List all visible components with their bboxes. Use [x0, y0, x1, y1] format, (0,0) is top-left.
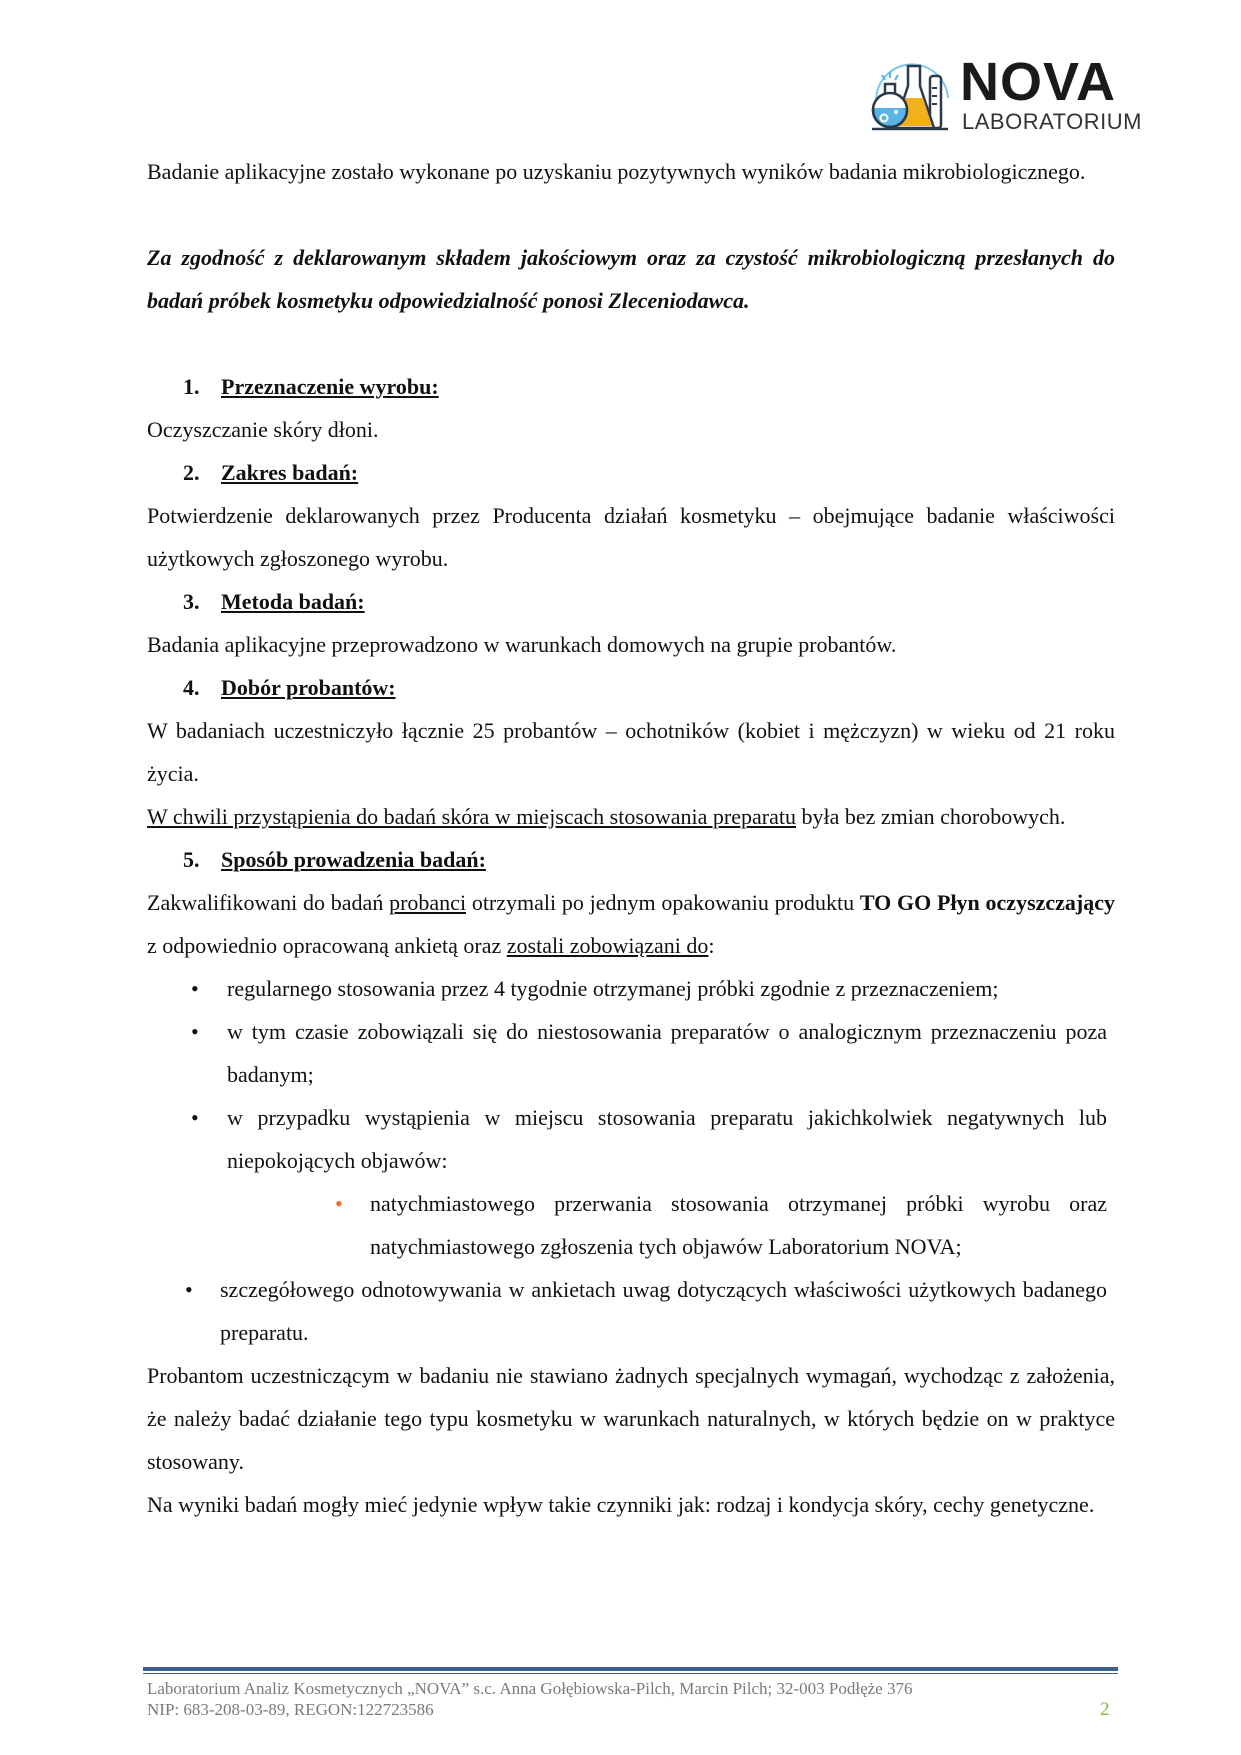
section-title: Przeznaczenie wyrobu:: [221, 374, 439, 399]
section-heading-5: [147, 838, 1115, 881]
bullet-icon: •: [191, 1019, 199, 1044]
section-heading-2: [147, 451, 1115, 494]
disclaimer-paragraph: Za zgodność z deklarowanym składem jakościowym oraz za czystość mikrobiologiczną przesłanych do badań próbek kosmetyku odpowiedzialność ponosi Zleceniodawca.: [147, 245, 1115, 313]
logo-title: NOVA: [960, 52, 1117, 112]
section-number: 2.: [183, 460, 200, 485]
footer-divider: [143, 1667, 1118, 1674]
section-title: Dobór probantów:: [221, 675, 396, 700]
footer-registration-line: NIP: 683-208-03-89, REGON:122723586: [147, 1700, 434, 1719]
page-number: 2: [1100, 1699, 1110, 1720]
list-item: • regularnego stosowania przez 4 tygodnie otrzymanej próbki zgodnie z przeznaczeniem;: [147, 967, 1115, 1010]
section-number: 3.: [183, 589, 200, 614]
logo-subtitle: LABORATORIUM: [962, 109, 1142, 134]
section-body: Badania aplikacyjne przeprowadzono w warunkach domowych na grupie probantów.: [147, 632, 897, 657]
section-heading-3: [147, 580, 1115, 623]
bullet-icon: •: [185, 1277, 193, 1302]
section-number: 1.: [183, 374, 200, 399]
closing-paragraph-1: Probantom uczestniczącym w badaniu nie stawiano żadnych specjalnych wymagań, wychodząc z założenia, że należy badać działanie tego typu kosmetyku w warunkach naturalnych, w których będzie on w praktyce stosowany.: [147, 1363, 1115, 1474]
list-item: • w tym czasie zobowiązali się do niestosowania preparatów o analogicznym przeznaczeniu poza badanym;: [147, 1010, 1115, 1096]
nova-logo: [868, 52, 1142, 138]
section-number: 4.: [183, 675, 200, 700]
section-heading-4: [147, 666, 1115, 709]
intro-paragraph: Badanie aplikacyjne zostało wykonane po uzyskaniu pozytywnych wyników badania mikrobiologicznego.: [147, 159, 1086, 184]
lab-flasks-icon: [868, 52, 954, 138]
bullet-icon: •: [191, 976, 199, 1001]
orange-bullet-icon: •: [335, 1191, 343, 1216]
closing-paragraph-2: Na wyniki badań mogły mieć jedynie wpływ takie czynniki jak: rodzaj i kondycja skóry, cechy genetyczne.: [147, 1492, 1095, 1517]
footer-company-line: Laboratorium Analiz Kosmetycznych „NOVA” s.c. Anna Gołębiowska-Pilch, Marcin Pilch; 32-003 Podłęże 376: [147, 1679, 913, 1698]
sub-list-item: • natychmiastowego przerwania stosowania otrzymanej próbki wyrobu oraz natychmiastowego zgłoszenia tych objawów Laboratorium NOVA;: [147, 1182, 1115, 1268]
obligations-list: [147, 967, 1115, 1354]
product-name: TO GO Płyn oczyszczający: [859, 890, 1116, 915]
procedure-lead-paragraph: Zakwalifikowani do badań probanci otrzymali po jednym opakowaniu produktu TO GO Płyn oczyszczający z odpowiednio opracowaną ankietą oraz zostali zobowiązani do:: [147, 890, 1116, 958]
skin-condition-paragraph: W chwili przystąpienia do badań skóra w miejscach stosowania preparatu była bez zmian chorobowych.: [147, 804, 1066, 829]
bullet-icon: •: [191, 1105, 199, 1130]
list-item: • szczegółowego odnotowywania w ankietach uwag dotyczących właściwości użytkowych badanego preparatu.: [147, 1268, 1115, 1354]
section-title: Zakres badań:: [221, 460, 359, 485]
section-body: Oczyszczanie skóry dłoni.: [147, 417, 379, 442]
underlined-text: W chwili przystąpienia do badań skóra w miejscach stosowania preparatu: [147, 804, 796, 829]
section-body: W badaniach uczestniczyło łącznie 25 probantów – ochotników (kobiet i mężczyzn) w wieku od 21 roku życia.: [147, 718, 1115, 786]
section-number: 5.: [183, 847, 200, 872]
section-body: Potwierdzenie deklarowanych przez Producenta działań kosmetyku – obejmujące badanie właściwości użytkowych zgłoszonego wyrobu.: [147, 503, 1115, 571]
document-body: [147, 150, 1115, 1526]
section-heading-1: [147, 365, 1115, 408]
list-item: • w przypadku wystąpienia w miejscu stosowania preparatu jakichkolwiek negatywnych lub niepokojących objawów:: [147, 1096, 1115, 1182]
section-title: Metoda badań:: [221, 589, 365, 614]
footer: [147, 1678, 1115, 1720]
section-title: Sposób prowadzenia badań:: [221, 847, 486, 872]
